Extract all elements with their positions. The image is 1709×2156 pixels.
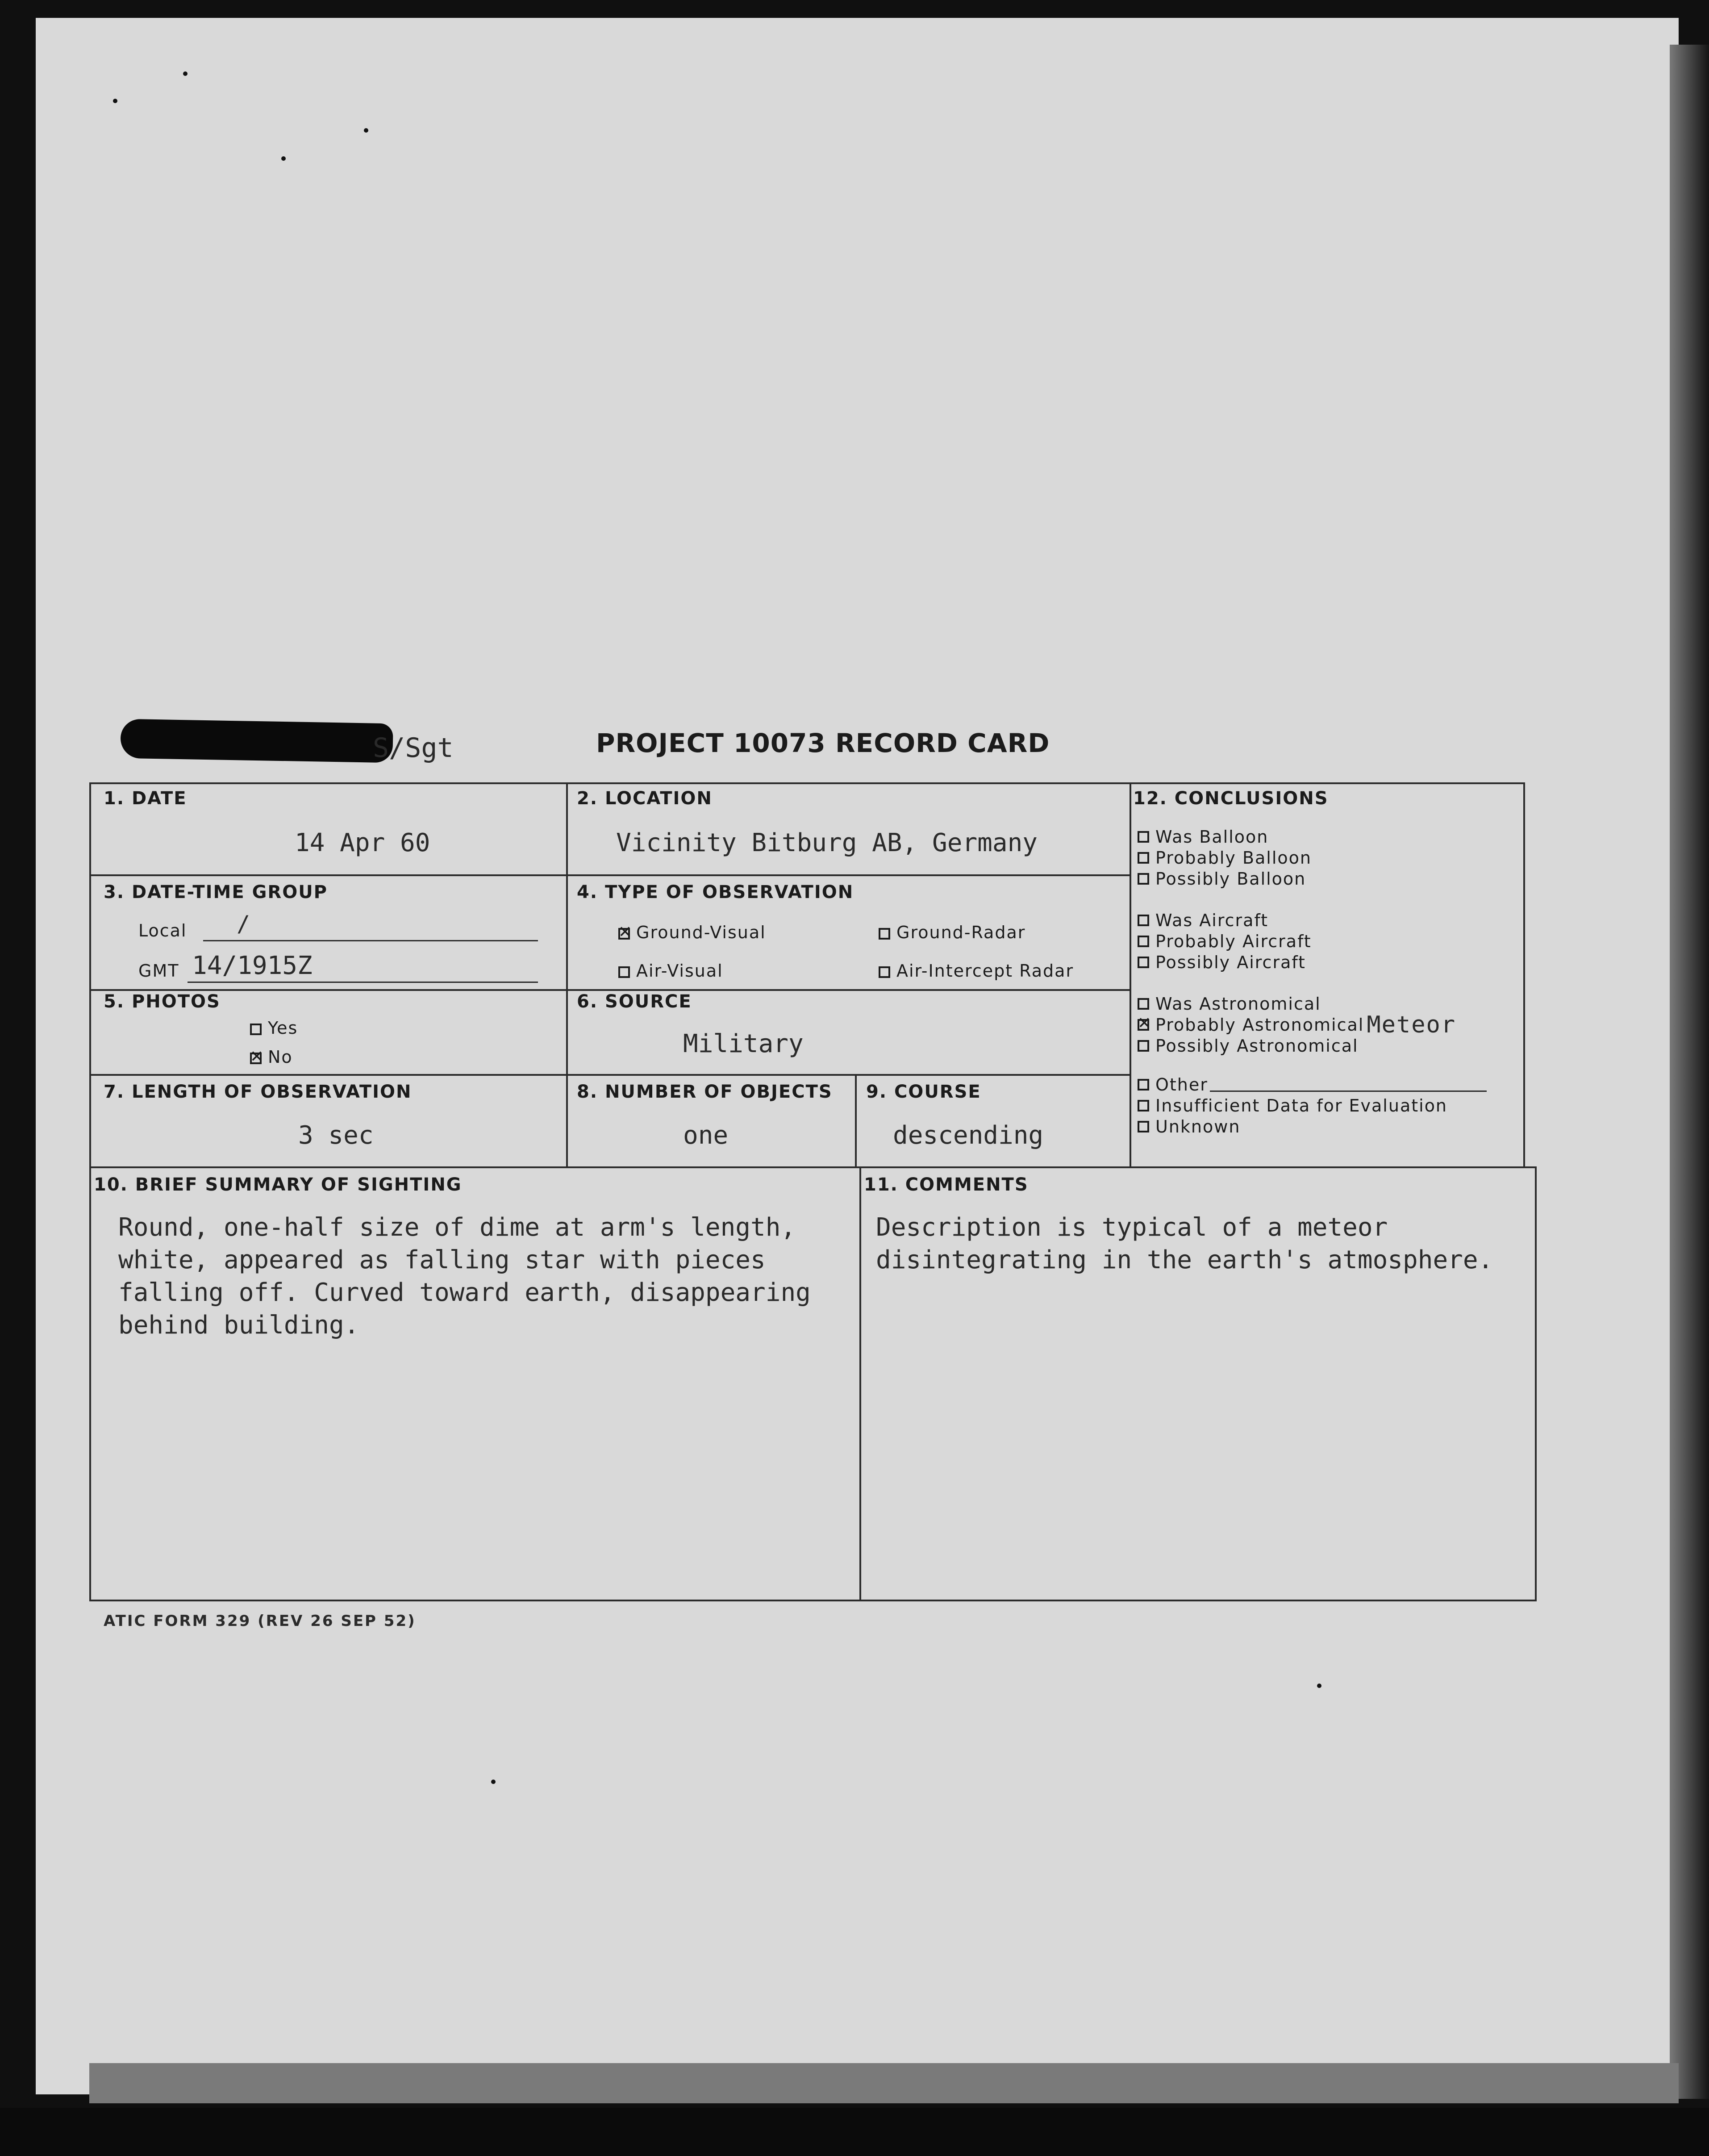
summary-line: white, appeared as falling star with pieces: [118, 1245, 766, 1274]
possibly-astronomical-text: Possibly Astronomical: [1155, 1036, 1359, 1056]
course-label: 9. COURSE: [866, 1082, 981, 1102]
probably-aircraft-checkbox: [1138, 936, 1149, 947]
number-of-objects-label: 8. NUMBER OF OBJECTS: [577, 1082, 833, 1102]
photos-label: 5. PHOTOS: [104, 991, 221, 1012]
comments-line: disintegrating in the earth's atmosphere.: [876, 1245, 1493, 1274]
was-balloon-text: Was Balloon: [1155, 827, 1269, 847]
summary-line: falling off. Curved toward earth, disappearing: [118, 1278, 811, 1307]
date-time-group-label: 3. DATE-TIME GROUP: [104, 882, 328, 903]
summary-label: 10. BRIEF SUMMARY OF SIGHTING: [94, 1174, 462, 1195]
was-astronomical-checkbox: [1138, 998, 1149, 1010]
conclusion-possibly-astronomical: [1138, 1035, 1521, 1056]
length-of-observation-label: 7. LENGTH OF OBSERVATION: [104, 1082, 412, 1102]
conclusion-probably-astronomical: [1138, 1011, 1521, 1038]
page-shadow-right: [1670, 45, 1709, 2099]
redaction-mark: [120, 719, 393, 763]
probably-aircraft-text: Probably Aircraft: [1155, 931, 1312, 951]
form-footer: ATIC FORM 329 (REV 26 SEP 52): [104, 1612, 416, 1630]
date-label: 1. DATE: [104, 788, 187, 809]
possibly-astronomical-checkbox: [1138, 1040, 1149, 1052]
option-ground-visual: [618, 923, 766, 942]
ground-visual-checkbox: [618, 928, 630, 940]
source-label: 6. SOURCE: [577, 991, 692, 1012]
rank-text: S/Sgt: [373, 732, 454, 764]
conclusion-possibly-aircraft: [1138, 952, 1521, 973]
dust-speck: [183, 71, 188, 76]
other-underline: [1210, 1077, 1487, 1092]
length-of-observation-value: 3 sec: [298, 1121, 374, 1150]
other-text: Other: [1155, 1074, 1208, 1095]
card-title: PROJECT 10073 RECORD CARD: [596, 728, 1050, 758]
other-checkbox: [1138, 1079, 1149, 1091]
option-air-intercept-radar: [879, 961, 1074, 981]
possibly-aircraft-text: Possibly Aircraft: [1155, 952, 1306, 972]
possibly-aircraft-checkbox: [1138, 957, 1149, 968]
possibly-balloon-text: Possibly Balloon: [1155, 869, 1306, 889]
comments-label: 11. COMMENTS: [864, 1174, 1029, 1195]
option-air-visual: [618, 961, 723, 981]
conclusion-possibly-balloon: [1138, 868, 1521, 889]
was-aircraft-checkbox: [1138, 915, 1149, 926]
comments-text: [876, 1211, 1493, 1276]
source-value: Military: [683, 1029, 804, 1058]
conclusions-label: 12. CONCLUSIONS: [1133, 788, 1329, 809]
summary-line: Round, one-half size of dime at arm's length,: [118, 1213, 796, 1242]
date-value: 14 Apr 60: [295, 828, 430, 857]
dust-speck: [113, 99, 117, 103]
ground-visual-text: Ground-Visual: [636, 923, 766, 942]
meteor-note: Meteor: [1367, 1011, 1456, 1038]
unknown-text: Unknown: [1155, 1116, 1241, 1136]
number-of-objects-value: one: [683, 1121, 729, 1150]
ground-radar-checkbox: [879, 928, 890, 940]
local-time-value: /: [237, 911, 250, 937]
dust-speck: [1317, 1684, 1321, 1688]
was-astronomical-text: Was Astronomical: [1155, 994, 1321, 1014]
dust-speck: [364, 128, 368, 133]
summary-line: behind building.: [118, 1311, 359, 1340]
scan-border-bottom: [0, 2108, 1709, 2156]
unknown-checkbox: [1138, 1121, 1149, 1132]
gmt-value: 14/1915Z: [192, 951, 313, 980]
photos-no-text: No: [268, 1047, 293, 1067]
probably-balloon-text: Probably Balloon: [1155, 848, 1312, 868]
local-time-label: Local: [138, 921, 187, 940]
page-shadow-bottom: [89, 2063, 1679, 2103]
probably-balloon-checkbox: [1138, 852, 1149, 864]
insufficient-data-checkbox: [1138, 1100, 1149, 1111]
gmt-underline: [188, 982, 538, 983]
conclusion-insufficient-data: [1138, 1095, 1521, 1116]
photos-yes-text: Yes: [268, 1018, 298, 1038]
air-visual-checkbox: [618, 966, 630, 978]
option-photos-yes: [250, 1018, 298, 1038]
probably-astronomical-checkbox: [1138, 1019, 1149, 1031]
was-aircraft-text: Was Aircraft: [1155, 910, 1269, 930]
probably-astronomical-text: Probably Astronomical: [1155, 1015, 1364, 1035]
conclusion-other: [1138, 1074, 1521, 1095]
conclusion-was-aircraft: [1138, 910, 1521, 931]
air-intercept-radar-checkbox: [879, 966, 890, 978]
gmt-label: GMT: [138, 961, 179, 981]
air-visual-text: Air-Visual: [636, 961, 723, 981]
photos-yes-checkbox: [250, 1024, 262, 1035]
location-value: Vicinity Bitburg AB, Germany: [616, 828, 1038, 857]
dust-speck: [281, 156, 286, 161]
option-photos-no: [250, 1047, 293, 1067]
conclusion-was-balloon: [1138, 826, 1521, 847]
possibly-balloon-checkbox: [1138, 873, 1149, 885]
conclusion-probably-aircraft: [1138, 931, 1521, 952]
summary-text: [118, 1211, 811, 1341]
comments-line: Description is typical of a meteor: [876, 1213, 1388, 1242]
location-label: 2. LOCATION: [577, 788, 713, 809]
option-ground-radar: [879, 923, 1025, 942]
photos-no-checkbox: [250, 1053, 262, 1064]
course-value: descending: [893, 1121, 1044, 1150]
conclusion-unknown: [1138, 1116, 1521, 1137]
insufficient-data-text: Insufficient Data for Evaluation: [1155, 1095, 1448, 1116]
dust-speck: [491, 1780, 496, 1784]
conclusion-probably-balloon: [1138, 847, 1521, 868]
conclusion-was-astronomical: [1138, 993, 1521, 1014]
ground-radar-text: Ground-Radar: [896, 923, 1026, 942]
was-balloon-checkbox: [1138, 831, 1149, 843]
air-intercept-radar-text: Air-Intercept Radar: [896, 961, 1074, 981]
conclusions-list: [1138, 826, 1521, 1137]
type-of-observation-label: 4. TYPE OF OBSERVATION: [577, 882, 854, 903]
local-time-underline: [203, 940, 538, 941]
